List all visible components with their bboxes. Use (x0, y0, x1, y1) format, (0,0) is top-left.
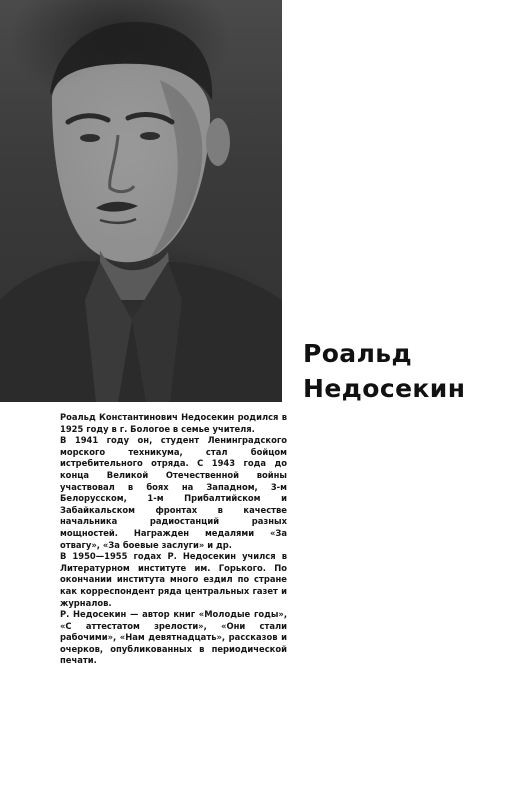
author-name-heading (303, 336, 503, 406)
author-portrait-photo (0, 0, 282, 402)
bio-paragraph: Р. Недосекин — автор книг «Молодые годы», «С аттестатом зрелости», «Они стали рабочими», «Нам девятнадцать», рассказов и очерков, опубликованных в периодической печати. (60, 609, 287, 666)
bio-paragraph: В 1941 году он, студент Ленинградского морского техникума, стал бойцом истребительного отряда. С 1943 года до конца Великой Отечественной войны участвовал в боях на Западном, 3-м Белорусском, 1-м Прибалтийском и Забайкальском фронтах в качестве начальника радиостанций разных мощностей. Награжден медалями «За отвагу», «За боевые заслуги» и др. (60, 435, 287, 550)
bio-paragraph: Роальд Константинович Недосекин родился в 1925 году в г. Бологое в семье учителя. (60, 412, 287, 434)
author-last-name: Недосекин (303, 374, 466, 403)
author-first-name: Роальд (303, 339, 413, 368)
portrait-illustration (0, 0, 282, 402)
author-biography (60, 412, 287, 667)
bio-paragraph: В 1950—1955 годах Р. Недосекин учился в Литературном институте им. Горького. По окончании института много ездил по стране как корреспондент ряда центральных газет и журналов. (60, 551, 287, 608)
